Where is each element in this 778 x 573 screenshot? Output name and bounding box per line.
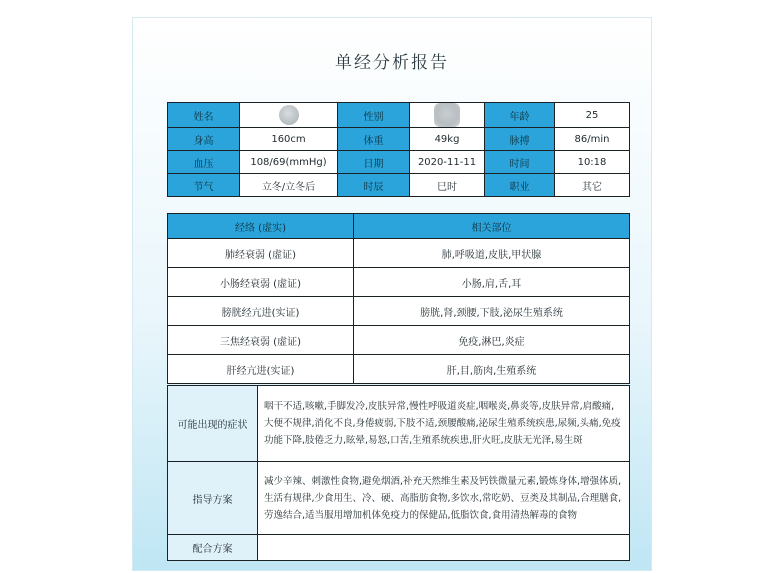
weight-value: 49kg <box>410 128 485 151</box>
symptoms-text: 咽干不适,咳嗽,手脚发冷,皮肤异常,慢性呼吸道炎症,咽喉炎,鼻炎等,皮肤异常,肩酸痛,大便不规律,消化不良,身倦疲弱,下肢不适,颈腰酸痛,泌尿生殖系统疾患,尿频,头痛,免疫功能下降,肢倦乏力,眩晕,易怒,口苦,生殖系统疾患,肝火旺,皮肤无光泽,易生斑 <box>258 386 630 462</box>
guide-text: 减少辛辣、刺激性食物,避免烟酒,补充天然维生素及钙铁微量元素,锻炼身体,增强体质,生活有规律,少食用生、冷、硬、高脂肪食物,多饮水,常吃奶、豆类及其制品,合理膳食,劳逸结合,适当服用增加机体免疫力的保健品,低脂饮食,食用清热解毒的食物 <box>258 462 630 535</box>
parts-cell: 小肠,肩,舌,耳 <box>354 268 630 297</box>
symptoms-label: 可能出现的症状 <box>168 386 258 462</box>
age-value: 25 <box>555 103 630 128</box>
meridian-cell: 三焦经衰弱 (虚证) <box>168 326 354 355</box>
avatar <box>240 103 338 128</box>
meridian-header: 经络 (虚实) <box>168 214 354 239</box>
meridian-cell: 膀胱经亢进(实证) <box>168 297 354 326</box>
plan-label: 配合方案 <box>168 535 258 561</box>
report-page <box>132 17 652 571</box>
report-title: 单经分析报告 <box>335 53 449 73</box>
solar-term-label: 节气 <box>168 174 240 197</box>
height-value: 160cm <box>240 128 338 151</box>
time-value: 10:18 <box>555 151 630 174</box>
date-value: 2020-11-11 <box>410 151 485 174</box>
parts-header: 相关部位 <box>354 214 630 239</box>
meridian-table <box>167 213 630 384</box>
plan-text <box>258 535 630 561</box>
patient-info-table <box>167 102 630 197</box>
table-row <box>168 239 630 268</box>
name-label: 姓名 <box>168 103 240 128</box>
period-value: 巳时 <box>410 174 485 197</box>
guide-label: 指导方案 <box>168 462 258 535</box>
solar-term-value: 立冬/立冬后 <box>240 174 338 197</box>
table-row <box>168 326 630 355</box>
parts-cell: 肝,目,筋肉,生殖系统 <box>354 355 630 384</box>
pulse-label: 脉搏 <box>485 128 555 151</box>
gender-label: 性别 <box>338 103 410 128</box>
parts-cell: 肺,呼吸道,皮肤,甲状腺 <box>354 239 630 268</box>
table-row <box>168 297 630 326</box>
age-label: 年龄 <box>485 103 555 128</box>
bp-label: 血压 <box>168 151 240 174</box>
period-label: 时辰 <box>338 174 410 197</box>
job-value: 其它 <box>555 174 630 197</box>
gender-blur <box>434 103 460 127</box>
date-label: 日期 <box>338 151 410 174</box>
height-label: 身高 <box>168 128 240 151</box>
parts-cell: 免疫,淋巴,炎症 <box>354 326 630 355</box>
gender-value <box>410 103 485 128</box>
weight-label: 体重 <box>338 128 410 151</box>
parts-cell: 膀胱,肾,颈腰,下肢,泌尿生殖系统 <box>354 297 630 326</box>
job-label: 职业 <box>485 174 555 197</box>
meridian-cell: 肺经衰弱 (虚证) <box>168 239 354 268</box>
bp-value: 108/69(mmHg) <box>240 151 338 174</box>
advice-table <box>167 385 630 561</box>
time-label: 时间 <box>485 151 555 174</box>
table-row <box>168 355 630 384</box>
pulse-value: 86/min <box>555 128 630 151</box>
meridian-cell: 小肠经衰弱 (虚证) <box>168 268 354 297</box>
table-row <box>168 268 630 297</box>
meridian-cell: 肝经亢进(实证) <box>168 355 354 384</box>
avatar-blur <box>279 105 299 125</box>
